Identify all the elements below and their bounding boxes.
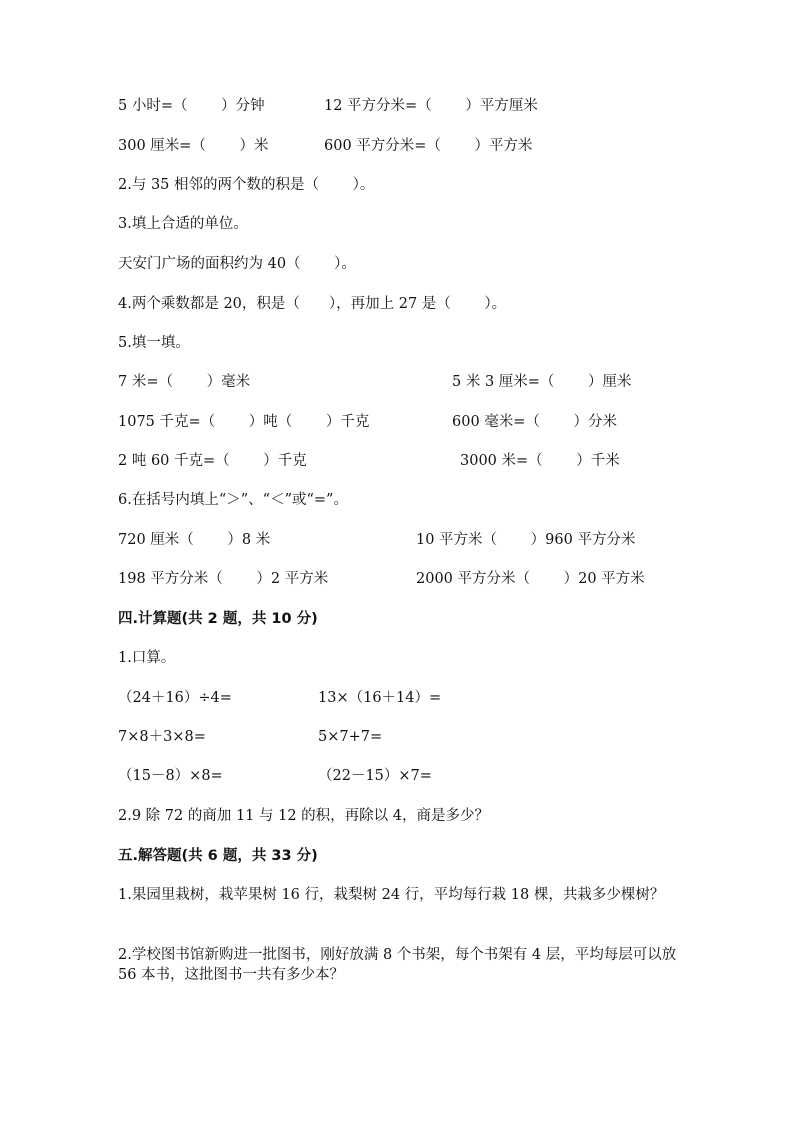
q5-row3-left: 2 吨 60 千克=（ ）千克	[118, 453, 307, 469]
s4-p1-row1-right: 13×（16＋14）=	[318, 690, 442, 706]
s5-p1-text: 1.果园里栽树，栽苹果树 16 行，栽梨树 24 行，平均每行栽 18 棵，共栽多少棵树？	[118, 887, 665, 903]
q5-row3-right: 3000 米=（ ）千米	[460, 453, 620, 469]
s4-p1-title: 1.口算。	[118, 650, 176, 666]
q5-row2-right: 600 毫米=（ ）分米	[452, 414, 618, 430]
q6-row2-right: 2000 平方分米（ ）20 平方米	[416, 571, 645, 587]
s5-p2-text: 2.学校图书馆新购进一批图书，刚好放满 8 个书架，每个书架有 4 层，平均每层可以放 56 本书，这批图书一共有多少本？	[118, 947, 677, 983]
q1-row1-right: 12 平方分米=（ ）平方厘米	[324, 98, 538, 114]
q2-text: 2.与 35 相邻的两个数的积是（ ）。	[118, 177, 375, 193]
q3-text: 天安门广场的面积约为 40（ ）。	[118, 256, 356, 272]
q1-row2-left: 300 厘米=（ ）米	[118, 138, 269, 154]
q6-row1-left: 720 厘米（ ）8 米	[118, 532, 271, 548]
s4-p1-row2-left: 7×8＋3×8=	[118, 729, 206, 745]
s4-p1-row1-left: （24＋16）÷4=	[118, 690, 232, 706]
s4-p1-row3-left: （15－8）×8=	[118, 768, 223, 784]
q5-row1-left: 7 米=（ ）毫米	[118, 374, 251, 390]
s4-p1-row2-right: 5×7+7=	[318, 729, 383, 745]
s4-p2-text: 2.9 除 72 的商加 11 与 12 的积，再除以 4，商是多少？	[118, 808, 490, 824]
q5-row1-right: 5 米 3 厘米=（ ）厘米	[452, 374, 632, 390]
q4-text: 4.两个乘数都是 20，积是（ ），再加上 27 是（ ）。	[118, 296, 507, 312]
q6-row2-left: 198 平方分米（ ）2 平方米	[118, 571, 329, 587]
section4-heading: 四.计算题(共 2 题，共 10 分)	[118, 611, 318, 627]
q1-row2-right: 600 平方分米=（ ）平方米	[324, 138, 533, 154]
q5-title: 5.填一填。	[118, 335, 190, 351]
q5-row2-left: 1075 千克=（ ）吨（ ）千克	[118, 414, 370, 430]
q1-row1-left: 5 小时=（ ）分钟	[118, 98, 265, 114]
q3-title: 3.填上合适的单位。	[118, 216, 248, 232]
q6-title: 6.在括号内填上“＞”、“＜”或“=”。	[118, 492, 348, 508]
s4-p1-row3-right: （22－15）×7=	[318, 768, 432, 784]
q6-row1-right: 10 平方米（ ）960 平方分米	[416, 532, 636, 548]
section5-heading: 五.解答题(共 6 题，共 33 分)	[118, 848, 318, 864]
